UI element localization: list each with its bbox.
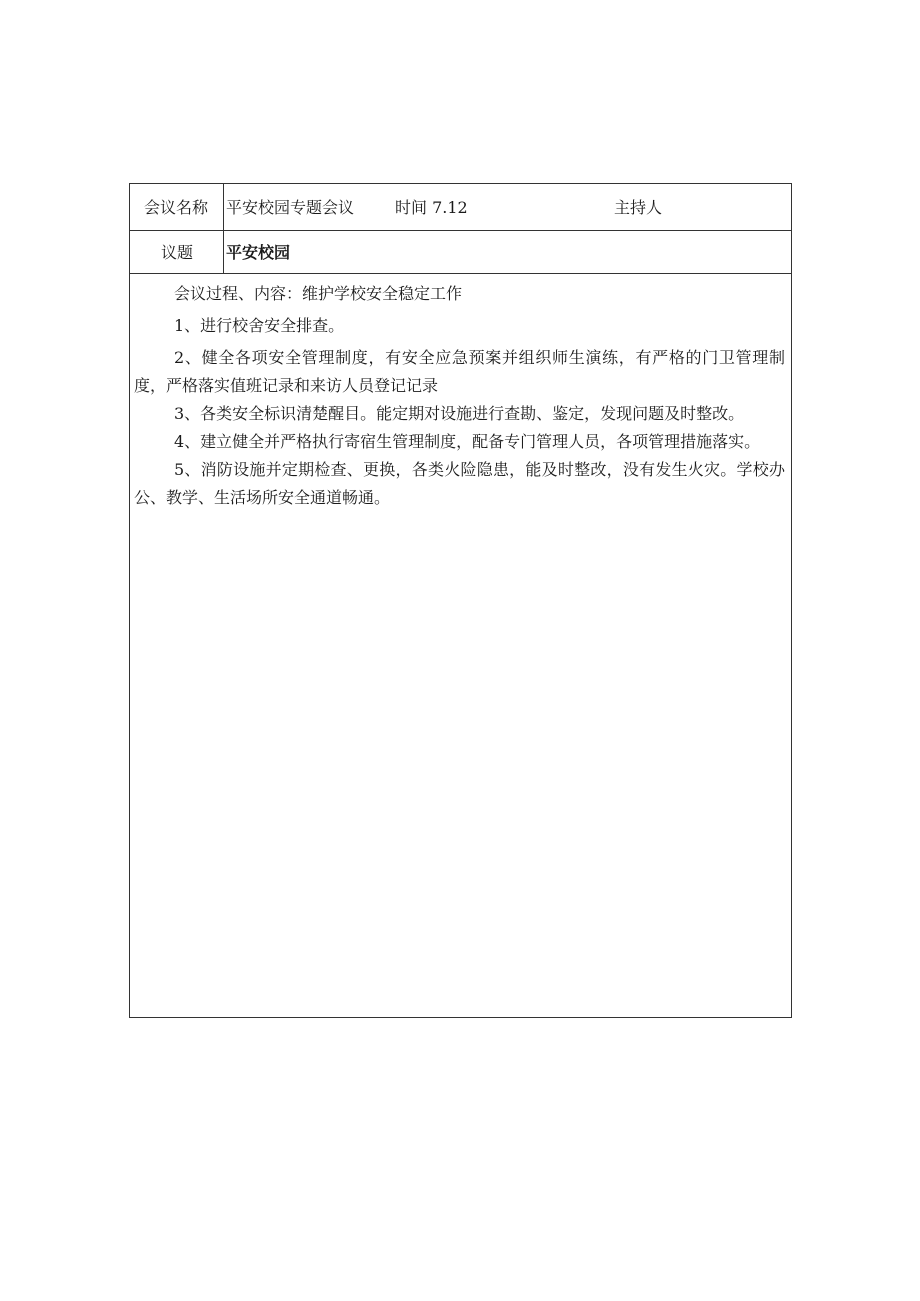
meeting-info-row: [130, 184, 791, 231]
content-item: 4、建立健全并严格执行寄宿生管理制度，配备专门管理人员，各项管理措施落实。: [174, 432, 761, 451]
meeting-name-value: 平安校园专题会议: [226, 198, 355, 217]
content-item: 2、健全各项安全管理制度，有安全应急预案并组织师生演练，有严格的门卫管理制度，严格落实值班记录和来访人员登记记录: [134, 348, 785, 395]
meeting-content: [134, 280, 785, 512]
content-item: 3、各类安全标识清楚醒目。能定期对设施进行查勘、鉴定，发现问题及时整改。: [174, 404, 745, 423]
content-item: 1、进行校舍安全排查。: [174, 316, 345, 335]
content-intro: 会议过程、内容：维护学校安全稳定工作: [174, 284, 463, 303]
topic-label: 议题: [161, 243, 194, 262]
meeting-topic-row: [130, 231, 791, 274]
column-divider: [223, 184, 224, 274]
meeting-name-label: 会议名称: [144, 198, 209, 217]
meeting-record-table: [129, 183, 792, 1018]
topic-value: 平安校园: [226, 243, 291, 262]
content-item: 5、消防设施并定期检查、更换，各类火险隐患，能及时整改，没有发生火灾。学校办公、教学、生活场所安全通道畅通。: [134, 460, 785, 507]
meeting-time-label: 时间 7.12: [395, 198, 468, 217]
meeting-host-label: 主持人: [614, 198, 663, 217]
